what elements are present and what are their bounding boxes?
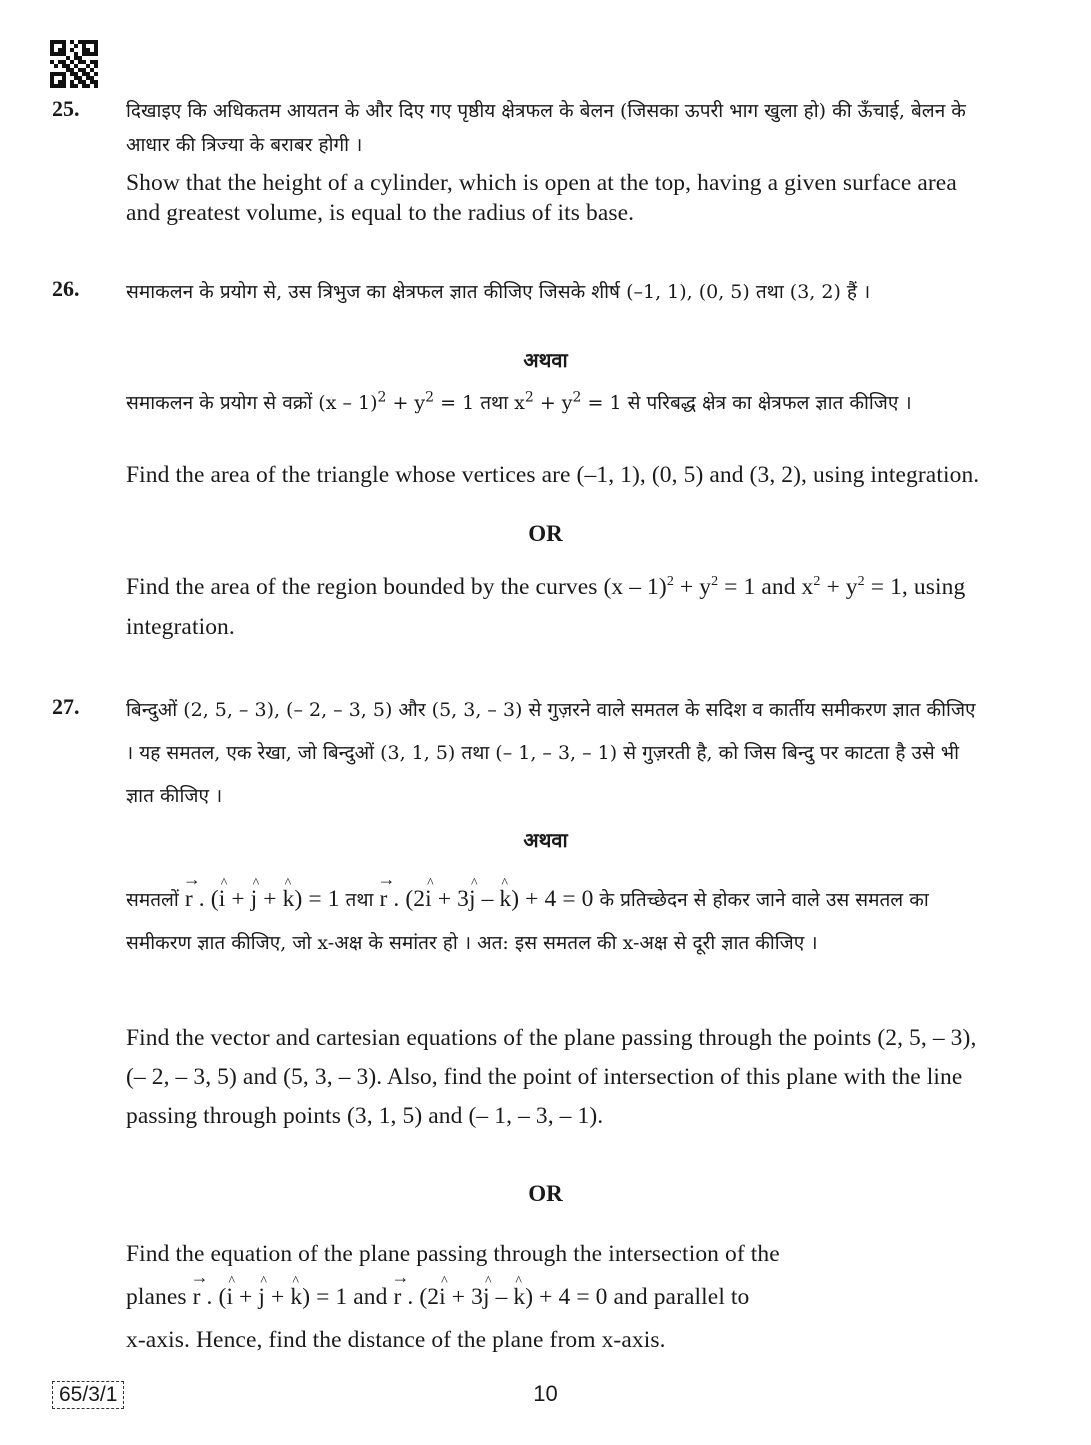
paper-code: 65/3/1 bbox=[52, 1381, 124, 1409]
question-number-26: 26. bbox=[52, 276, 80, 301]
q25-english-text: Show that the height of a cylinder, which is open at the top, having a given surface area and greatest volume, is equal to the radius of its base. bbox=[126, 170, 957, 226]
q26-hindi-text: समाकलन के प्रयोग से, उस त्रिभुज का क्षेत्रफल ज्ञात कीजिए जिसके शीर्ष (–1, 1), (0, 5) तथा (3, 2) हैं । bbox=[126, 281, 871, 303]
q26-english-text: Find the area of the triangle whose vertices are (–1, 1), (0, 5) and (3, 2), using integration. bbox=[126, 462, 980, 488]
question-number-25: 25. bbox=[52, 96, 80, 121]
qr-code-icon bbox=[50, 40, 98, 88]
q27-hindi-alt-text: समतलों → r . (^ i + ^ j + ^ k) = 1 तथा → r . (2^ i + 3^ j – ^ k) + 4 = 0 के प्रतिच्छेदन से होकर जाने वाले उस समतल का समीकरण ज्ञात कीजिए, जो x-अक्ष के समांतर हो । अत: इस समतल की x-अक्ष से दूरी ज्ञात कीजिए । bbox=[126, 878, 980, 965]
question-number-27: 27. bbox=[52, 694, 80, 719]
q27-hindi-or-heading: अथवा bbox=[523, 828, 568, 852]
q27-english-or-heading: OR bbox=[528, 1181, 563, 1206]
q26-english-or-heading: OR bbox=[528, 521, 563, 546]
q26-hindi-alt-text: समाकलन के प्रयोग से वक्रों $(x - 1)^2 + y^2 = 1$ तथा $x^2 + y^2 = 1$ से परिबद्ध क्षेत्र का क्षेत्रफल ज्ञात कीजिए । bbox=[126, 389, 912, 414]
page-number: 10 bbox=[533, 1381, 558, 1406]
q27-english-text: Find the vector and cartesian equations of the plane passing through the points (2, 5, – 3), (– 2, – 3, 5) and (5, 3, – 3). Also, find the point of intersection of this plane with the line passing through points (3, 1, 5) and (– 1, – 3, – 1). bbox=[126, 1025, 977, 1129]
q25-hindi-text: दिखाइए कि अधिकतम आयतन के और दिए गए पृष्ठीय क्षेत्रफल के बेलन (जिसका ऊपरी भाग खुला हो) की ऊँचाई, बेलन के आधार की त्रिज्या के बराबर होगी । bbox=[126, 100, 966, 156]
q27-english-alt-text: Find the equation of the plane passing through the intersection of the planes → r . (^ i + ^ j + ^ k) = 1 and → r . (2^ i + 3^ j – ^ k) + 4 = 0 and parallel to x-axis. Hence, find the distance of the plane from x-axis. bbox=[126, 1233, 980, 1362]
q27-hindi-text: बिन्दुओं (2, 5, – 3), (– 2, – 3, 5) और (5, 3, – 3) से गुज़रने वाले समतल के सदिश व कार्तीय समीकरण ज्ञात कीजिए । यह समतल, एक रेखा, जो बिन्दुओं (3, 1, 5) तथा (– 1, – 3, – 1) से गुज़रती है, को जिस बिन्दु पर काटता है उसे भी ज्ञात कीजिए । bbox=[126, 699, 976, 807]
q26-english-alt-text: Find the area of the region bounded by the curves $(x - 1)^2 + y^2 = 1$ and $x^2 + y^2 = 1$, using integration. bbox=[126, 574, 966, 640]
q26-hindi-or-heading: अथवा bbox=[523, 348, 568, 372]
